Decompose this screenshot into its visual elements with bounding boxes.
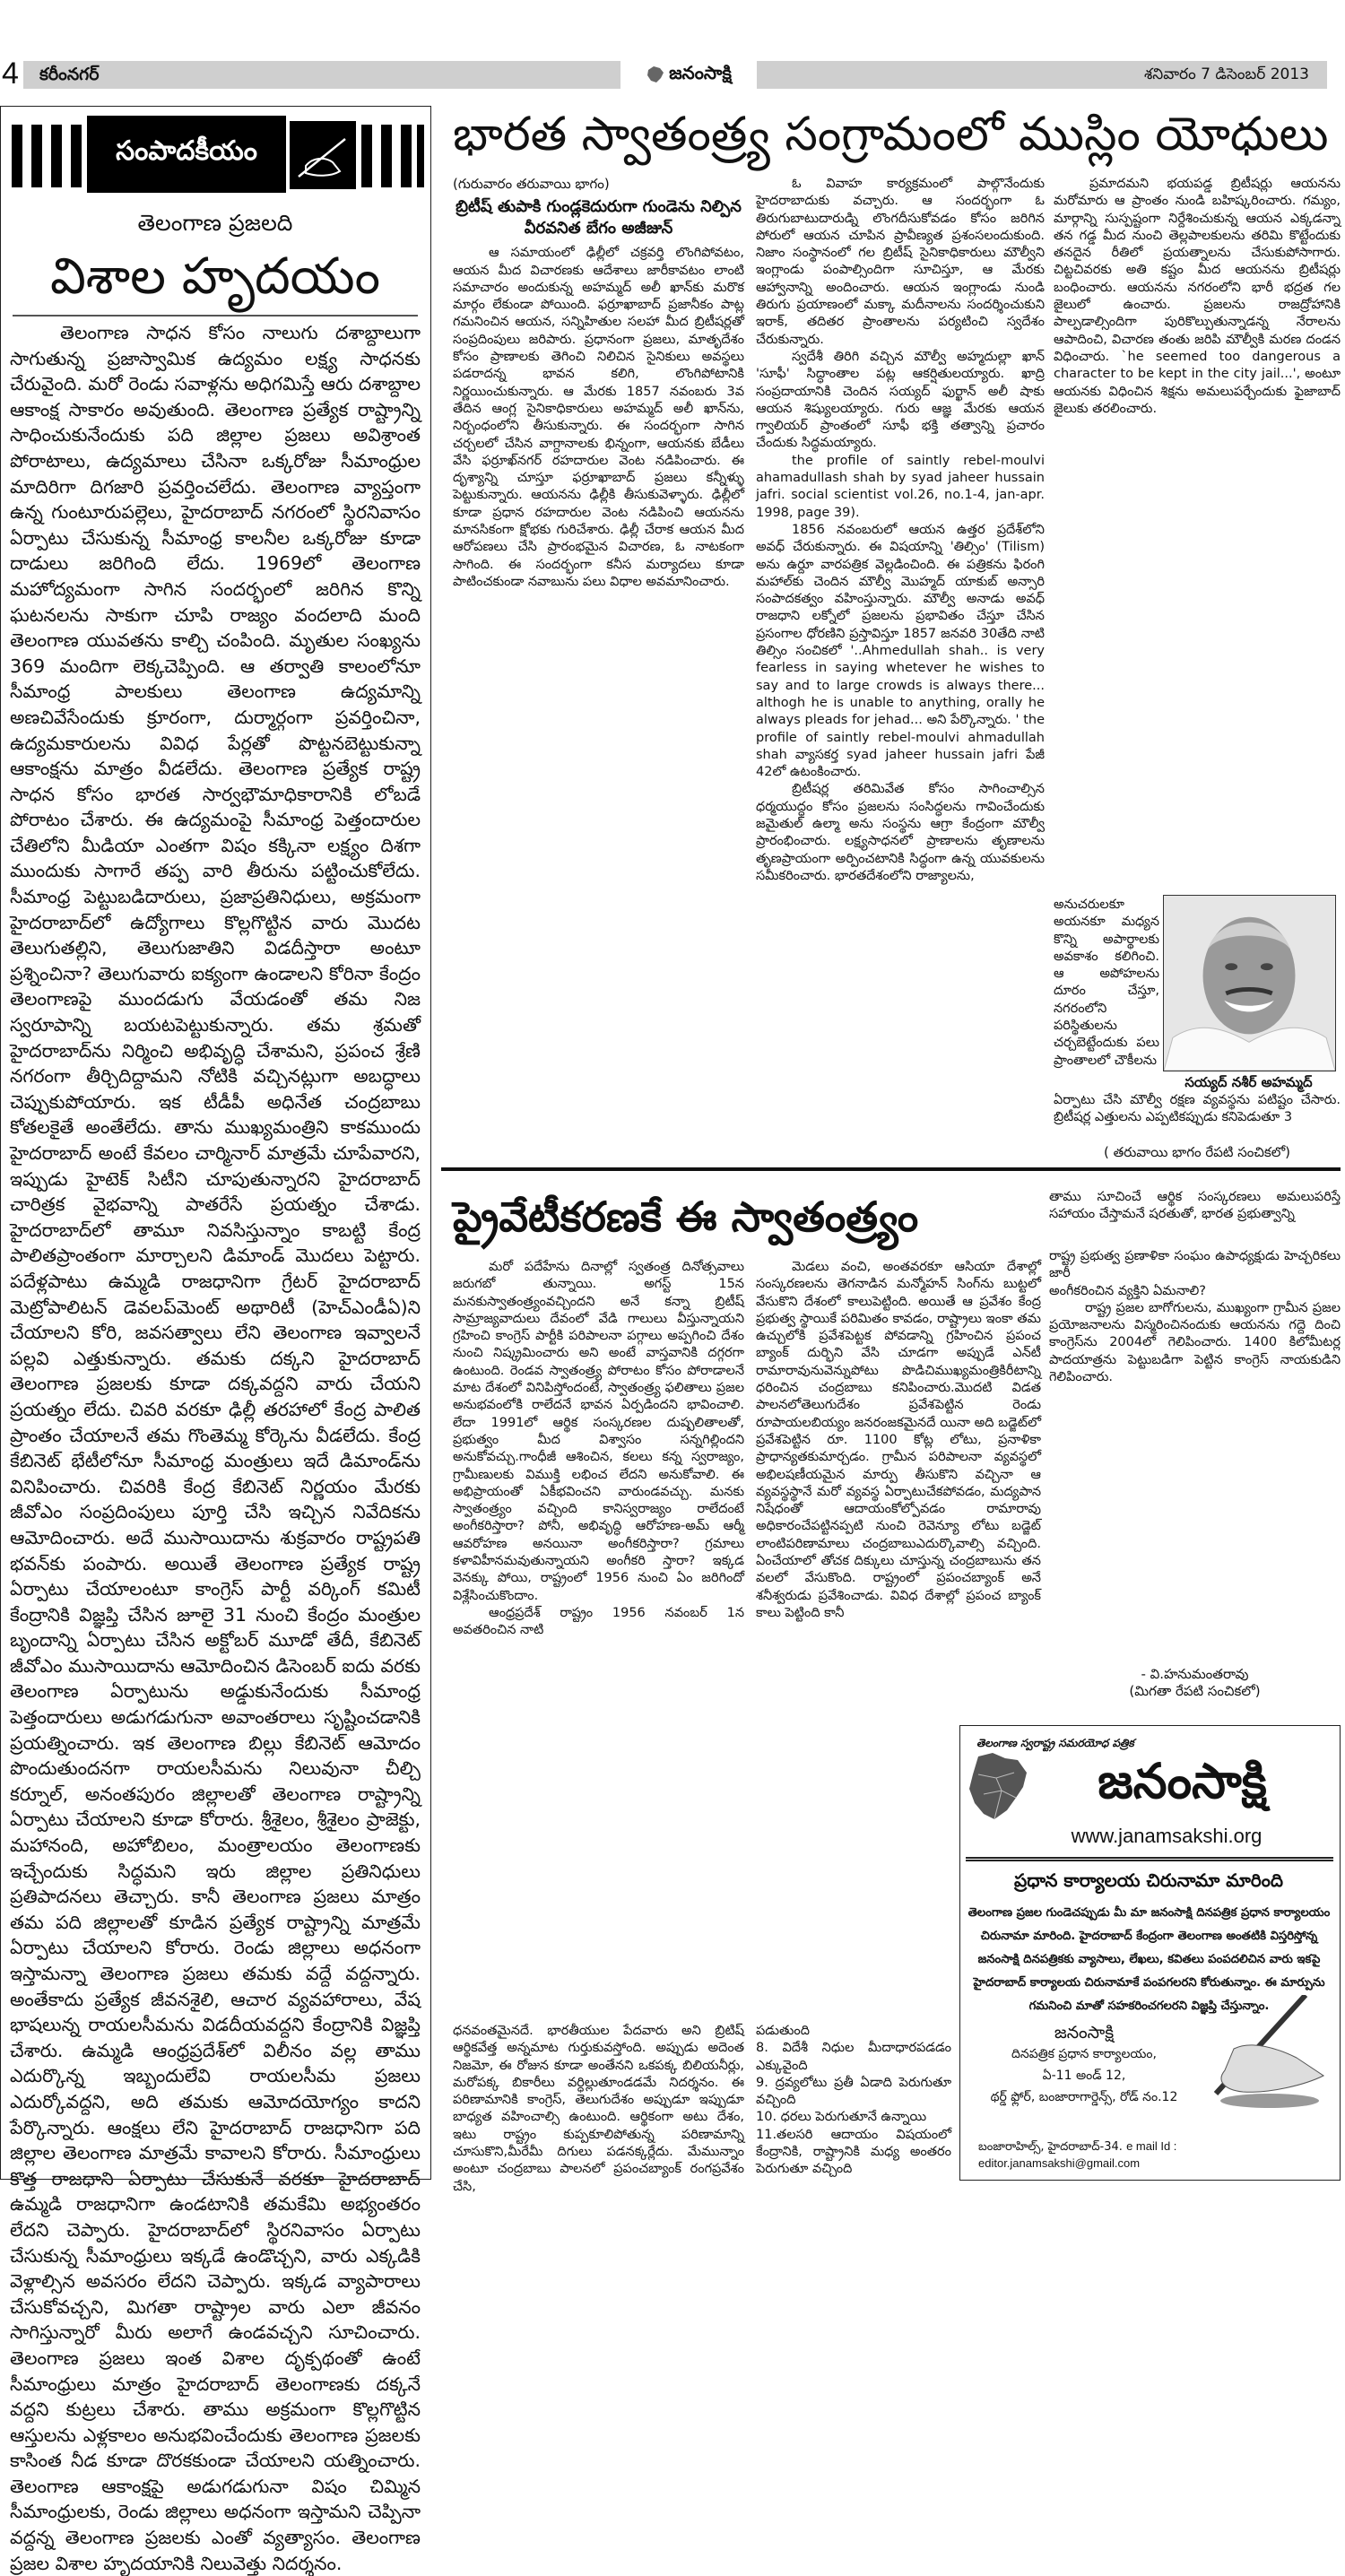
article-column-1-end: ధనవంతమైనదే. భారతీయుల పేదవారు అని బ్రిటిష్ ఆర్థికవేత్త అన్నమాట గుర్తుకువస్తోంది. అప్పుడు అదెంత నిజమో, ఈ రోజున కూడా అంతేనని ఒకపక్క బిలియనీర్లు, మరోపక్క బికారీలు వర్ధిల్లుతూండడమే నిదర్శనం. ఈ పరిణామానికి కాంగ్రెస్, తెలుగుదేశం అప్పుడూ ఇప్పుడూ బాధ్యత వహించాల్సి ఉంటుంది. ఆర్థికంగా అటు దేశం, ఇటు రాష్ట్రం కుప్పకూలిపోతున్న పరిణామాన్ని చూసుకొని,మీరేమీ దిగులు పడనక్కర్లేదు. మేమున్నాం అంటూ చంద్రబాబు పాలనలో ప్రపంచబ్యాంక్ రంగప్రవేశం చేసి, (453, 2024, 744, 2194)
paragraph: 9. ద్రవ్యలోటు ప్రతీ ఏడాది పెరుగుతూ వచ్చింది (756, 2075, 951, 2108)
edition-name: కరీంనగర్ (39, 65, 100, 84)
continued-note: (గురువారం తరువాయి భాగం) (453, 176, 610, 192)
double-rule (966, 1857, 1333, 1861)
telangana-map-icon (646, 65, 665, 84)
column-text (453, 245, 744, 591)
editorial-box (0, 106, 431, 2574)
janamsakshi-logo: జనంసాక్షి (1098, 1753, 1267, 1809)
column-text: తాము సూచించే ఆర్థిక సంస్కరణలు అమలుపరిస్తే సహాయం చేస్తామనే షరతుతో, భారత ప్రభుత్వాన్ని (1049, 1190, 1341, 1222)
paragraph: 11.తలసరి ఆదాయం విషయంలో కేంద్రానికి, రాష్ట్రానికి మధ్య అంతరం పెరుగుతూ వచ్చింది (756, 2127, 951, 2177)
article-column-3 (1054, 176, 1341, 418)
article-headline: ప్రైవేటీకరణకే ఈ స్వాతంత్ర్యం (453, 1193, 919, 1241)
notice-heading: ప్రధాన కార్యాలయ చిరునామా మారింది (1013, 1869, 1283, 1891)
address-line: ఏ-11 అండ్ 12, (1042, 2069, 1126, 2083)
issue-date: శనివారం 7 డిసెంబర్ 2013 (1143, 65, 1309, 83)
address-name: జనంసాక్షి (1054, 2023, 1115, 2043)
section-divider (441, 1167, 1341, 1171)
editorial-title: విశాల హృదయం (49, 247, 381, 306)
editorial-subtitle: తెలంగాణ ప్రజలది (137, 210, 293, 236)
masthead-logo-text: జనంసాక్షి (669, 61, 732, 83)
editorial-body (10, 320, 421, 2576)
newspaper-tagline: తెలంగాణ స్వరాష్ట్ర సమరయోధ పత్రిక (976, 1737, 1134, 1749)
paragraph: ఆ సమాయంలో ఢిల్లీలో చక్రవర్తి లొంగిపోవటం, ఆయన మీద విచారణకు ఆదేశాలు జారీకావటం లాంటి సమాచారం అందుకున్న అహమ్మద్ అలీ ఖాన్‌కు మరొక మార్గం లేకుండా పోయింది. ఫర్రూఖాబాద్ ప్రజానీకం పాట్ల గమనించిన ఆయన, సన్నిహితుల సలహా మీద బ్రిటీషర్లతో సంప్రదింపులు జరిపారు. ప్రధానంగా ప్రజలు, మాతృదేశం కోసం ప్రాణాలకు తెగించి నిలిచిన సైనికులు అవస్థలు పడరాదన్న భావన కలిగి, లొంగిపోటానికి నిర్ణయించుకున్నారు. ఆ మేరకు 1857 నవంబరు 3వ తేదిన ఆంగ్ల సైనికాధికారులు అహమ్మద్ అలీ ఖాన్‌ను, నిర్బంధంలోని తీసుకున్నారు. ఈ సందర్భంగా సాగిన చర్చలలో చేసిన వాగ్దానాలకు భిన్నంగా, ఆయనకు బేడీలు వేసి ఫర్రూఖ్‌నగర్ రహదారుల వెంట నడిపించారు. ఈ దృశ్యాన్ని చూస్తూ ఫర్రూఖాబాద్ ప్రజలు కన్నీళ్ళు పెట్టుకున్నారు. ఆయనను ఢిల్లీకి తీసుకువెళ్ళారు. ఢిల్లీలో కూడా ప్రధాన రహదారుల వెంట నడిపించి ఆయనను మానసికంగా క్షోభకు గురిచేశారు. ఢిల్లీ చేరాక ఆయన మీద ఆరోపణలు చేసి ప్రారంభమైన విచారణ, ఓ నాటకంగా సాగింది. ఈ సందర్భంగా కనీస మర్యాదలు కూడా పాటించకుండా నవాబును పలు విధాల అవమానించారు. (453, 246, 744, 589)
address-last-line (978, 2138, 1332, 2173)
article-column-2-end (756, 2023, 951, 2179)
paragraph: మరో పదేహేను దినాల్లో స్వతంత్ర దినోత్సవాలు జరుగబో తున్నాయి. అగస్ట్ 15న మనకుస్వాతంత్ర్యంవచ్చిందని అనే కన్నా బ్రిటీష్ సామ్రాజ్యవాదులు దేవంలో వేడి గాలులు వీస్తున్నాయని గ్రహించి కాంగ్రెస్ పార్టీకి పరిపాలనా పగ్గాలు అప్పగించి దేశం నుంచి నిష్క్రమించారు అని అంటే వాస్తవానికి దగ్గరగా ఉంటుంది. రెండవ స్వాతంత్ర్య పోరాటం కోసం పోరాడాలనే మాట దేశంలో వినిపిస్తోందంటే, స్వాతంత్ర్య ఫలితాలు ప్రజల అనుభవంలోకి రాలేదనే భావన ఏర్పడిందని భావించాలి. లేదా 1991లో ఆర్థిక సంస్కరణల దుష్పలితాలతో, ప్రభుత్వం మీద విశ్వాసం సన్నగిల్లిందని అనుకోవచ్చు.గాంధీజీ ఆశించిన, కలలు కన్న స్వరాజ్యం, గ్రామీణులకు విముక్తి లభించ లేదని అనుకోవాలి. ఈ అభిప్రాయంతో ఏకీభవించని వారుండవచ్చు. మనకు స్వాతంత్ర్యం వచ్చింది కానిస్వరాజ్యం రాలేదంటే అంగీకరిస్తారా? పోనీ, అభివృద్ధి ఆరోహణ-అమ్ ఆర్మీ ఆవరోహణ అనయినా అంగీకరిస్తారా? గ్రమాలు కళావిహీనమవుతున్నాయని అంగీకరి స్తారా? ఇక్కడ వెనక్కు పోయి, రాష్ట్రంలో 1956 నుంచి ఏం జరిగిందో విశ్లేసించుకొందాం. (453, 1260, 744, 1603)
page-number: 4 (2, 56, 19, 91)
hand-with-pen-icon (1198, 1995, 1332, 2112)
column-text: అంగీకరించిన వ్యక్తిని ఏమనాలి? (1049, 1283, 1207, 1298)
paragraph: 8. విదేశీ నిధుల మీదాధారపడడం ఎక్కువైంది (756, 2041, 951, 2073)
pen-writing-icon (290, 121, 356, 189)
email-address[interactable]: e mail Id : editor.janamsakshi@gmail.com (978, 2139, 1177, 2170)
column-text: రాష్ట్ర ప్రజల బాగోగులను, ముఖ్యంగా గ్రామీన ప్రజల ప్రయోజనాలను విస్మరించినందుకు ఆయనను గద్దె దించి కాంగ్రెస్‌ను 2004లో గెలిపించారు. 1400 కిలోమీటర్ల పాదయాత్రను పెట్టుబడిగా పెట్టిన కాంగ్రెస్ నాయకుడిని గెలిపించారు. (1049, 1300, 1341, 1385)
address-change-notice (959, 1725, 1341, 2181)
paragraph: 1856 నవంబరులో ఆయన ఉత్తర ప్రదేశ్‌లోని అవధ్ చేరుకున్నారు. ఈ విషయాన్ని 'తిల్సిం' (Tilism) అను ఉర్దూ వారపత్రిక వెల్లడించింది. ఈ పత్రికను ఫిరంగి మహాల్‌కు చెందిన మౌల్వీ మొహ్మద్ యాకుబ్ అన్సారి సంపాదకత్వం వహింస్తున్నారు. మౌల్వీ అనాడు అవధ్ రాజధాని లక్నోలో ప్రజలను ప్రభావితం చేస్తూ చేసిన ప్రసంగాల ధోరణిని ప్రస్తావిస్తూ 1857 జనవరి 30తేది నాటి తిల్సిం సంచికలో '..Ahmedullah shah.. is very fearless in saying whetever he wishes to say and to large crowds is always there... althogh he is unable to anything, orally he always pleads for jehad... అని పేర్కొన్నారు. ' the profile of saintly rebel-moulvi ahmadullah shah వ్యాసకర్త syad jaheer hussain jafri పేజీ 42లో ఉటంకించారు. (756, 522, 1045, 780)
article-subheadline: బ్రిటీష్ తుపాకి గుండ్లకెదురుగా గుండెను నిల్పిన వీరవనిత బేగం అజీజున్ (456, 197, 742, 239)
address-line: థర్డ్ ఫ్లోర్, బంజారాగార్డెన్స్, రోడ్ నం.12 (990, 2090, 1178, 2104)
article-headline: భారత స్వాతంత్ర్య సంగ్రామంలో ముస్లిం యోధులు (453, 108, 1329, 161)
notice-message: తెలంగాణ ప్రజల గుండెచప్పుడు మీ మా జనంసాక్షి దినపత్రిక ప్రధాన కార్యాలయం చిరునామా మారింది. హైదరాబాద్ కేంద్రంగా తెలంగాణ అంతటికి విస్తరిస్తోన్న జనంసాక్షి దినపత్రికకు వ్యాసాలు, లేఖలు, కవితలు పంపదలిచిన వారు ఇకపై హైదరాబాద్ కార్యాలయ చిరునామాకే పంపగలరని కోరుతున్నాం. ఈ మార్పును గమనించి మాతో సహకరించగలరని విజ్ఞప్తి చేస్తున్నాం. (968, 1906, 1331, 2013)
article-column-3 (1049, 1189, 1341, 1224)
article-byline (1049, 1666, 1341, 1700)
editorial-banner (12, 116, 424, 193)
continued-tomorrow-note: ( తరువాయి భాగం రేపటి సంచికలో) (1103, 1144, 1290, 1160)
divider (13, 315, 418, 317)
office-address (968, 2022, 1201, 2108)
paragraph: మెడలు వంచి, అంతవరకూ ఆసియా దేశాల్లో సంస్కరణలను తెగనాడిన మన్మోహన్ సింగ్‌ను బుట్టలో వేసుకొని దేశంలో కాలుపెట్టింది. అయితే ఆ ప్రవేశం కేంద్ర ప్రభుత్వ స్థాయికే పరిమితం కావడం, రాష్ట్రాలు ఇంకా తమ ఉచ్చులోకి ప్రవేశపెట్టక పోవడాన్ని గ్రహించిన ప్రపంచ బ్యాంక్ దుర్భిని వేసి చూడగా అప్పుడే ఎన్‌టీ రామారావునువెన్నుపోటు పొడిచిముఖ్యమంత్రికిరీటాన్ని ధరించిన చంద్రబాబు కనిపించారు.మొదటి విడత పాలనలోతెలుగుదేశం ప్రవేశపెట్టిన రెండు రూపాయలబియ్యం జనరంజకమైనదే యినా అది బడ్జెట్‌లో ప్రవేశపెట్టిన రూ. 1100 కోట్ల లోటు, ప్రనాళికా ప్రాధాన్యతకుమార్చడం. గ్రామీన పరిపాలనా వ్యవస్థలో అభిలషణీయమైన మార్పు తీసుకొని వచ్చినా ఆ వ్యవస్థస్థానే మరో వ్యవస్థ ఏర్పాటుచేకపోవడం, మద్యపాన నిషేధంతో ఆదాయంకోల్పోవడం రామారావు అధికారంచేపట్టినప్పటి నుంచి రెవెన్యూ లోటు బడ్జెట్ లాంటిపరిణామాలు చంద్రబాబుఎదుర్కొవాల్సి వచ్చింది. ఏంచేయాలో తోచక దిక్కులు చూస్తున్న చంద్రబాబును తన వలలో వేసుకొంది. రాష్ట్రంలో ప్రపంచబ్యాంక్ అనే శనీశ్వరుడు ప్రవేశించాడు. వివిధ దేశాల్లో ప్రపంచ బ్యాంక్ కాలు పెట్టింది కానీ (756, 1260, 1041, 1620)
paragraph: తెలంగాణ సాధన కోసం నాలుగు దశాబ్దాలుగా సాగుతున్న ప్రజాస్వామిక ఉద్యమం లక్ష్య సాధనకు చేరువైంది. మరో రెండు సవాళ్లను అధిగమిస్తే ఆరు దశాబ్దాల ఆకాంక్ష సాకారం అవుతుంది. తెలంగాణ ప్రత్యేక రాష్ట్రాన్ని సాధించుకునేందుకు పది జిల్లాల ప్రజలు అవిశ్రాంత పోరాటాలు, ఉద్యమాలు చేసినా ఒక్కరోజు సీమాంధ్రుల మాదిరిగా దిగజారి ప్రవర్తించలేదు. తెలంగాణ వ్యాప్తంగా ఉన్న గుంటూరుపల్లెలు, హైదరాబాద్ నగరంలో స్థిరనివాసం ఏర్పాటు చేసుకున్న సీమాంధ్ర కాలనీల ఒక్కరోజు కూడా దాడులు జరిగింది లేదు. 1969లో తెలంగాణ మహోద్యమంగా సాగిన సందర్భంలో జరిగిన కొన్ని ఘటనలను సాకుగా చూపి రాజ్యం వందలాది మంది తెలంగాణ యువతను కాల్చి చంపింది. మృతుల సంఖ్యను 369 మందిగా లెక్కచెప్పింది. ఆ తర్వాతి కాలంలోనూ సీమాంధ్ర పాలకులు తెలంగాణ ఉద్యమాన్ని అణచివేసేందుకు క్రూరంగా, దుర్మార్గంగా ప్రవర్తించినా, ఉద్యమకారులను వివిధ పేర్లతో పొట్టనబెట్టుకున్నా ఆకాంక్షను మాత్రం వీడలేదు. తెలంగాణ ప్రత్యేక రాష్ట్ర సాధన కోసం భారత సార్వభౌమాధికారానికి లోబడే పోరాటం చేశారు. ఈ ఉద్యమంపై సీమాంధ్ర పెత్తందారుల చేతిలోని మీడియా ఎంతగా విషం కక్కినా లక్ష్యం దిశగా ముందుకు సాగారే తప్ప వారి తీరును పట్టించుకోలేదు. సీమాంధ్ర పెట్టుబడిదారులు, ప్రజాప్రతినిధులు, అక్రమంగా హైదరాబాద్‌లో ఉద్యోగాలు కొల్లగొట్టిన వారు మొదట తెలుగుతల్లిని, తెలుగుజాతిని విడదీస్తారా అంటూ ప్రశ్నించినా? తెలుగువారు ఐక్యంగా ఉండాలని కోరినా కేంద్రం తెలంగాణపై ముందడుగు వేయడంతో తమ నిజ స్వరూపాన్ని బయటపెట్టుకున్నారు. తమ శ్రమతో హైదరాబాద్‌ను నిర్మించి అభివృద్ధి చేశామని, ప్రపంచ శ్రేణి నగరంగా తీర్చిదిద్దామని నోటికి వచ్చినట్లుగా అబద్ధాలు చెప్పుకుపోయారు. ఇక టీడీపీ అధినేత చంద్రబాబు కోతలకైతే అంతేలేదు. తాను ముఖ్యమంత్రిని కాకముందు హైదరాబాద్ అంటే కేవలం చార్మినార్ మాత్రమే చూపేవారని, ఇప్పుడు హైటెక్ సిటీని చూపుతున్నారని హైదరాబాద్ చారిత్రక వైభవాన్ని పాతరేసే ప్రయత్నం చేశాడు. హైదరాబాద్‌లో తామూ నివసిస్తున్నాం కాబట్టి కేంద్ర పాలితప్రాంతంగా మార్చాలని డిమాండ్ మొదలు పెట్టారు. పదేళ్లపాటు ఉమ్మడి రాజధానిగా గ్రేటర్ హైదరాబాద్ మెట్రోపాలిటన్ డెవలప్‌మెంట్ అథారిటీ (హెచ్‌ఎండీఏ)ని చేయాలని కోరి, జవసత్వాలు లేని తెలంగాణ ఇవ్వాలనే పల్లవి ఎత్తుకున్నారు. తమకు దక్కని హైదరాబాద్ తెలంగాణ ప్రజలకు కూడా దక్కవద్దని వారు చేయని ప్రయత్నం లేదు. చివరి వరకూ ఢిల్లీ తరహాలో కేంద్ర పాలిత ప్రాంతం చేయాలనే తమ గొంతెమ్మ కోర్కెను వీడలేదు. కేంద్ర కేబినెట్ భేటీలోనూ సీమాంధ్ర మంత్రులు ఇదే డిమాండ్‌ను వినిపించారు. చివరికి కేంద్ర కేబినెట్ నిర్ణయం మేరకు జీవోఎం సంప్రదింపులు పూర్తి చేసి ఇచ్చిన నివేదికను ఆమోదించారు. అదే ముసాయిదాను శుక్రవారం రాష్ట్రపతి భవన్‌కు పంపారు. అయితే తెలంగాణ ప్రత్యేక రాష్ట్ర ఏర్పాటు చేయాలంటూ కాంగ్రెస్ పార్టీ వర్కింగ్ కమిటీ కేంద్రానికి విజ్ఞప్తి చేసిన జూలై 31 నుంచి కేంద్రం మంత్రుల బృందాన్ని ఏర్పాటు చేసిన అక్టోబర్ మూడో తేదీ, కేబినెట్ జీవోఎం ముసాయిదాను ఆమోదించిన డిసెంబర్ ఐదు వరకు తెలంగాణ ఏర్పాటును అడ్డుకునేందుకు సీమాంధ్ర పెత్తందారులు అడుగడుగునా అవాంతరాలు సృష్టించడానికి ప్రయత్నించారు. ఇక తెలంగాణ బిల్లు కేబినెట్ ఆమోదం పొందుతుందనగా రాయలసీమను నిలువునా చీల్చి కర్నూల్, అనంతపురం జిల్లాలతో తెలంగాణ రాష్ట్రాన్ని ఏర్పాటు చేయాలని కూడా కోరారు. శ్రీశైలం, శ్రీశైలం ప్రాజెక్టు, మహానంది, అహోబిలం, మంత్రాలయం తెలంగాణకు ఇచ్చేందుకు సిద్ధమని ఇరు జిల్లాల ప్రతినిధులు ప్రతిపాదనలు తెచ్చారు. కానీ తెలంగాణ ప్రజలు మాత్రం తమ పది జిల్లాలతో కూడిన ప్రత్యేక రాష్ట్రాన్ని మాత్రమే ఏర్పాటు చేయాలని కోరారు. రెండు జిల్లాలు అధనంగా ఇస్తామన్నా తెలంగాణ ప్రజలు తమకు వద్దే వద్దన్నారు. అంతేకాదు ప్రత్యేక జీవనశైలి, ఆచార వ్యవహారాలు, వేష భాషలున్న రాయలసీమను విడదీయవద్దని కేంద్రానికి విజ్ఞప్తి చేశారు. ఉమ్మడి ఆంధ్రప్రదేశ్‌లో విలీనం వల్ల తాము ఎదుర్కొన్న ఇబ్బందులేవి రాయలసీమ ప్రజలు ఎదుర్కోవద్దని, అది తమకు ఆమోదయోగ్యం కాదని పేర్కొన్నారు. ఆంక్షలు లేని హైదరాబాద్ రాజధానిగా పది జిల్లాల తెలంగాణ మాత్రమే కావాలని కోరారు. సీమాంధ్రులు కొత్త రాజధాని ఏర్పాటు చేసుకునే వరకూ హైదరాబాద్ ఉమ్మడి రాజధానిగా ఉండటానికి తమకేమి అభ్యంతరం లేదని చెప్పారు. హైదరాబాద్‌లో స్థిరనివాసం ఏర్పాటు చేసుకున్న సీమాంధ్రులు ఇక్కడే ఉండొచ్చని, వారు ఎక్కడికి వెళ్లాల్సిన అవసరం లేదని చెప్పారు. ఇక్కడ వ్యాపారాలు చేసుకోవచ్చని, మిగతా రాష్ట్రాల వారు ఎలా జీవనం సాగిస్తున్నారో మీరు అలాగే ఉండవచ్చని సూచించారు. తెలంగాణ ప్రజలు ఇంత విశాల దృక్పథంతో ఉంటే సీమాంధ్రులు మాత్రం హైదరాబాద్ తెలంగాణకు దక్కనే వద్దని కుట్రలు చేశారు. తాము అక్రమంగా కొల్లగొట్టిన ఆస్తులను ఎళ్లకాలం అనుభవించేందుకు తెలంగాణ ప్రజలకు కాసింత నీడ కూడా దొరకకుండా చేయాలని యత్నించారు. తెలంగాణ ఆకాంక్షపై అడుగడుగునా విషం చిమ్మిన సీమాంధ్రులకు, రెండు జిల్లాలు అధనంగా ఇస్తామని చెప్పినా వద్దన్న తెలంగాణ ప్రజలకు ఎంతో వ్యత్యాసం. తెలంగాణ ప్రజల విశాల హృదయానికి నిలువెత్తు నిదర్శనం. (10, 322, 421, 2574)
column-text-after-photo: ఏర్పాటు చేసి మౌల్వీ రక్షణ వ్యవస్థను పటిష్టం చేసారు. బ్రిటీషర్ల ఎత్తులను ఎప్పటికప్పుడు కనిపెడుతూ 3 (1054, 1093, 1341, 1125)
article-column-2 (756, 1259, 1041, 1622)
article-column-1 (453, 1259, 744, 1640)
author-name: - వి.హనుమంతరావు (1141, 1666, 1249, 1682)
telangana-map-icon (966, 1751, 1030, 1821)
article-column-3-body (1049, 1248, 1341, 1386)
column-text-beside-photo: అనుచరులకూ అయనకూ మధ్యన కొన్ని అపార్థాలకు అవకాశం కలిగించి. ఆ అపోహలను దూరం చేస్తూ, నగరంలోని పరిస్థితులను చర్చబెట్టేందుకు పలు ప్రాంతాలలో చౌకీలను (1054, 898, 1159, 1068)
paragraph: పడుతుంది (756, 2024, 810, 2038)
author-photo (1163, 895, 1336, 1071)
continued-tomorrow-note: (మిగతా రేపటి సంచికలో) (1129, 1683, 1261, 1699)
address-line: బంజారాహిల్స్, హైదరాబాద్-34. (978, 2140, 1123, 2154)
website-link[interactable]: www.janamsakshi.org (1071, 1825, 1263, 1847)
paragraph: ప్రమాదమని భయపడ్డ బ్రిటీషర్లు ఆయనను మరోమారు ఆ ప్రాంతం నుండి బహిష్కరించారు. గమ్యం, మార్గాన్ని సుస్పష్టంగా నిర్దేశించుకున్న ఆయన ఎక్కడన్నా తన గడ్డ మీద నుంచి తెల్లపాలకులను తరిమి కొట్టేందుకు తనదైన రీతిలో ప్రయత్నాలను చేసుకుపోసాగారు. చిట్టచివరకు అతి కష్టం మీద ఆయనను బ్రిటీషర్లు బంధించారు. ఆయనను నగరంలోని భారీ భద్రత గల జైలులో ఉంచారు. ప్రజలను రాజద్రోహానికి పాల్పడాల్సిందిగా పురికొల్పుతున్నాడన్న నేరాలను ఆపాదించి, విచారణ తంతు జరిపి మౌల్వీకి మరణ దండన విధించారు. `he seemed too dangerous a character to be kept in the city jail...', అంటూ ఆయనకు విధించిన శిక్షను అమలుపర్చేందుకు ఫైజాబాద్ జైలుకు తరలించారు. (1054, 177, 1341, 416)
column-text: రాష్ట్ర ప్రభుత్వ ప్రణాళికా సంఘం ఉపాధ్యక్షుడు హెచ్చరికలు జారీ (1049, 1249, 1341, 1281)
paragraph: స్వదేశీ తిరిగి వచ్చిన మౌల్వీ అహ్మదుల్లా ఖాన్ 'సూఫీ' సిద్ధాంతాల పట్ల ఆకర్షితులయ్యారు. ఖాద్రి సంప్రదాయానికి చెందిన సయ్యద్ ఫుర్ఖాన్ అలీ షాకు ఆయన శిష్యులయ్యారు. గురు ఆజ్ఞ మేరకు ఆయన గ్వాలియర్ ప్రాంతంలో సూఫీ భక్తి తత్వాన్ని ప్రచారం చేందుకు సిద్ధమయ్యారు. (756, 349, 1045, 451)
paragraph: ఓ వివాహ కార్యక్రమంలో పాల్గొనేందుకు హైదరాబాదుకు వచ్చారు. ఆ సందర్భంగా ఓ తిరుగుబాటుదారుడ్ని లొంగదీసుకోవడం కోసం జరిగిన పోరులో ఆయన చూపిన ప్రావీణ్యత ప్రశంసలందుకుంది. నిజాం సంస్థానంలో గల బ్రిటీష్ సైనికాధికారులు మౌల్వీని ఇంగ్లాండు పంపాల్సిందిగా సూచిస్తూ, ఆ మేరకు ఆహ్వానాన్ని అందించారు. ఆయన ఇంగ్లాండు నుండి తిరుగు ప్రయాణంలో మక్కా మదీనాలను సందర్శించుకుని ఇరాక్, తదితర ప్రాంతాలను పర్యటించి స్వదేశం చేరుకున్నారు. (756, 177, 1045, 347)
paragraph: బ్రిటీషర్ల తరిమివేత కోసం సాగించాల్సిన ధర్మయుద్ధం కోసం ప్రజలను సంసిద్ధలను గావించేందుకు జమైతుల్ ఉల్మా అను సంస్థను ఆగ్రా కేంద్రంగా మౌల్వీ ప్రారంభించారు. లక్ష్యసాధనలో ప్రాణాలను తృణాలను తృణప్రాయంగా అర్పించటానికి సిద్ధంగా ఉన్న యువకులను సమీకరించారు. భారతదేశంలోని రాజ్యాలను, (756, 782, 1045, 883)
paragraph: 10. ధరలు పెరుగుతూనే ఉన్నాయి (756, 2110, 927, 2125)
masthead-logo (620, 57, 757, 91)
paragraph: ఆంధ్రప్రదేశ్ రాష్ట్రం 1956 నవంబర్ 1న అవతరించిన నాటి (453, 1605, 744, 1638)
article-column-2 (756, 176, 1045, 885)
photo-caption: సయ్యద్ నశీర్ అహమ్మద్ (1184, 1074, 1313, 1090)
editorial-banner-label: సంపాదకీయం (87, 116, 286, 193)
article-column-1 (453, 176, 744, 591)
paragraph: the profile of saintly rebel-moulvi ahamadullash shah by syad jaheer hussain jafri. social scientist vol.26, no.1-4, jan-apr. 1998, page 39). (756, 453, 1045, 520)
address-line: దినపత్రిక ప్రధాన కార్యాలయం, (1011, 2047, 1157, 2061)
